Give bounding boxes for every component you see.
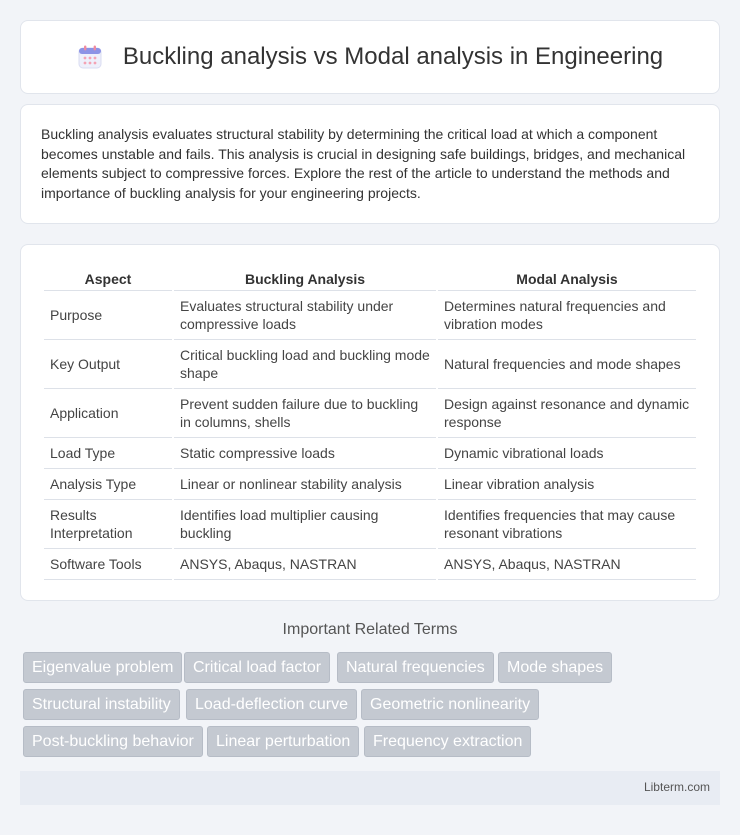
cell-buckling: Evaluates structural stability under compressive loads bbox=[174, 291, 436, 340]
comparison-table bbox=[42, 265, 698, 580]
term-tag[interactable]: Eigenvalue problem bbox=[23, 652, 182, 683]
cell-buckling: Identifies load multiplier causing buckling bbox=[174, 500, 436, 549]
calendar-icon bbox=[77, 44, 103, 70]
cell-modal: Linear vibration analysis bbox=[438, 469, 696, 500]
cell-aspect: Software Tools bbox=[44, 549, 172, 580]
related-terms-title: Important Related Terms bbox=[282, 621, 458, 638]
term-tag[interactable]: Structural instability bbox=[23, 689, 180, 720]
table-row bbox=[44, 438, 696, 469]
page-title: Buckling analysis vs Modal analysis in Engineering bbox=[122, 43, 664, 70]
cell-aspect: Key Output bbox=[44, 340, 172, 389]
cell-aspect: Load Type bbox=[44, 438, 172, 469]
cell-buckling: Critical buckling load and buckling mode shape bbox=[174, 340, 436, 389]
cell-modal: Determines natural frequencies and vibration modes bbox=[438, 291, 696, 340]
term-tag[interactable]: Geometric nonlinearity bbox=[361, 689, 539, 720]
cell-aspect: Purpose bbox=[44, 291, 172, 340]
cell-modal: Design against resonance and dynamic response bbox=[438, 389, 696, 438]
cell-aspect: Application bbox=[44, 389, 172, 438]
cell-buckling: Linear or nonlinear stability analysis bbox=[174, 469, 436, 500]
cell-modal: Identifies frequencies that may cause resonant vibrations bbox=[438, 500, 696, 549]
cell-buckling: Prevent sudden failure due to buckling in columns, shells bbox=[174, 389, 436, 438]
table-row bbox=[44, 291, 696, 340]
header-card bbox=[20, 20, 720, 94]
cell-aspect: Analysis Type bbox=[44, 469, 172, 500]
cell-modal: ANSYS, Abaqus, NASTRAN bbox=[438, 549, 696, 580]
table-row bbox=[44, 469, 696, 500]
footer bbox=[20, 771, 720, 805]
term-tag[interactable]: Linear perturbation bbox=[207, 726, 359, 757]
cell-aspect: Results Interpretation bbox=[44, 500, 172, 549]
term-tag[interactable]: Natural frequencies bbox=[337, 652, 494, 683]
header-modal: Modal Analysis bbox=[438, 265, 696, 291]
cell-modal: Natural frequencies and mode shapes bbox=[438, 340, 696, 389]
table-row bbox=[44, 340, 696, 389]
cell-buckling: ANSYS, Abaqus, NASTRAN bbox=[174, 549, 436, 580]
cell-modal: Dynamic vibrational loads bbox=[438, 438, 696, 469]
header-aspect: Aspect bbox=[44, 265, 172, 291]
term-tag[interactable]: Post-buckling behavior bbox=[23, 726, 203, 757]
term-tag[interactable]: Frequency extraction bbox=[364, 726, 531, 757]
table-row bbox=[44, 500, 696, 549]
table-row bbox=[44, 549, 696, 580]
table-row bbox=[44, 389, 696, 438]
footer-site[interactable]: Libterm.com bbox=[643, 780, 710, 794]
comparison-card bbox=[20, 244, 720, 601]
term-tag[interactable]: Mode shapes bbox=[498, 652, 612, 683]
term-tag[interactable]: Load-deflection curve bbox=[186, 689, 357, 720]
cell-buckling: Static compressive loads bbox=[174, 438, 436, 469]
header-buckling: Buckling Analysis bbox=[174, 265, 436, 291]
intro-card bbox=[20, 104, 720, 224]
intro-text: Buckling analysis evaluates structural stability by determining the critical load at which a component becomes unstable and fails. This analysis is crucial in designing safe buildings, bridges, and mechanical elements subject to compressive forces. Explore the rest of the article to understand the methods and importance of buckling analysis for your engineering projects. bbox=[41, 126, 686, 201]
term-tag[interactable]: Critical load factor bbox=[184, 652, 330, 683]
